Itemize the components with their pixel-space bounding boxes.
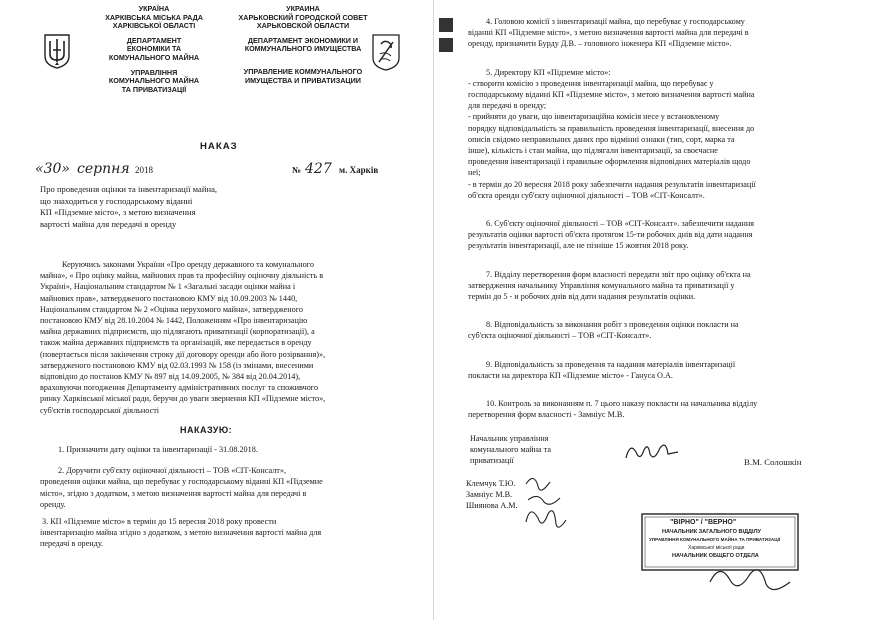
- order-item-line: проведення оцінки майна, що перебуває у господарському віданні КП «Підземне: [40, 477, 323, 487]
- header-line: ХАРКІВСЬКА МІСЬКА РАДА: [105, 12, 203, 22]
- stamp-line: НАЧАЛЬНИК ЗАГАЛЬНОГО ВІДДІЛУ: [662, 529, 761, 535]
- order-item-line: 9. Відповідальність за проведення та надання матеріалів інвентаризації: [486, 359, 736, 369]
- subject-line: вартості майна для передачі в оренду: [40, 218, 177, 229]
- order-item-line: 2. Доручити суб'єкту оціночної діяльності – ТОВ «СІТ-Консалт»,: [58, 466, 287, 476]
- stamp-line: УПРАВЛІННЯ КОМУНАЛЬНОГО МАЙНА ТА ПРИВАТИЗАЦІЇ: [649, 537, 781, 542]
- order-items-right: [468, 16, 757, 420]
- document-title: НАКАЗ: [200, 141, 238, 152]
- left-page: [0, 0, 434, 620]
- approval-name: Клемчук Т.Ю.: [466, 479, 516, 488]
- header-line: ХАРЬКОВСКОЙ ОБЛАСТИ: [256, 21, 350, 31]
- header-left-ua: [84, 5, 224, 94]
- order-item-line: термін до 5 - и робочих днів від дати надання результатів оцінки.: [468, 292, 696, 302]
- preamble-line: відповідно до постанов КМУ № 897 від 14.09.2005, № 384 від 20.04.2014),: [40, 372, 301, 382]
- order-item-line: 1. Призначити дату оцінки та інвентаризації - 31.08.2018.: [58, 445, 258, 454]
- order-item-line: віданні КП «Підземне місто», з метою визначення вартості майна для передачі в: [468, 28, 749, 38]
- order-heading: НАКАЗУЮ:: [180, 425, 233, 435]
- header-line: УКРАИНА: [286, 4, 320, 13]
- stamp-line: Харківської міської ради: [688, 545, 745, 551]
- signatory-position-line: приватизації: [470, 455, 514, 465]
- kharkiv-city-emblem-icon: [370, 32, 402, 72]
- preamble-line: Керуючись законами України «Про оренду державного та комунального: [62, 260, 314, 269]
- order-item-line: перетворення форм власності - Замніус М.В.: [468, 410, 625, 420]
- order-item-line: порядку відповідальність за правильність проведення інвентаризації, внесення до: [468, 123, 755, 133]
- order-item-line: 6. Суб'єкту оціночної діяльності – ТОВ «СІТ-Консалт». забезпечити надання: [486, 219, 755, 229]
- handwritten-signature-icon: [622, 440, 682, 471]
- header-line: ЕКОНОМІКИ ТА: [126, 44, 182, 54]
- header-line: УПРАВЛЕНИЕ КОММУНАЛЬНОГО: [243, 66, 363, 76]
- order-item-line: інше), кількість і стан майна, що підлягали інвентаризації, за своєчасне: [468, 146, 718, 156]
- preamble-line: майна державних підприємств, що підлягають приватизації (корпоратизації), а: [40, 327, 315, 337]
- order-item-line: суб'єкта оціночної діяльності – ТОВ «СІТ-Консалт».: [468, 331, 652, 341]
- order-item-line: неї;: [468, 168, 481, 178]
- header-line: ДЕПАРТАМЕНТ: [126, 35, 182, 45]
- order-item-line: 4. Головою комісії з інвентаризації майна, що перебуває у господарському: [486, 17, 745, 26]
- order-item-line: 10. Контроль за виконанням п. 7 цього наказу покласти на начальника відділу: [486, 399, 758, 409]
- approval-name: Шиянова А.М.: [466, 500, 518, 510]
- header-line: УКРАЇНА: [138, 4, 170, 13]
- order-item-line: інвентаризацію майна згідно з додатком, з метою визначення вартості майна для: [40, 528, 322, 538]
- signatory-position-line: комунального майна та: [470, 444, 551, 454]
- punch-mark-icon: [438, 16, 456, 56]
- trident-emblem-icon: [42, 32, 72, 70]
- order-item-line: 3. КП «Підземне місто» в термін до 15 вересня 2018 року провести: [42, 517, 277, 527]
- preamble-line: також майна державних підприємств та організацій, яке передається в оренду: [40, 338, 312, 348]
- order-item-line: результатів оцінки вартості об'єкта протягом 15-ти робочих днів від дати надання: [468, 230, 753, 240]
- signatory-name: В.М. Солошкін: [744, 457, 802, 467]
- order-item-line: для передачі в оренду;: [468, 101, 547, 111]
- order-item-line: об'єкта оренди суб'єкту оціночної діяльності – ТОВ «СІТ-Консалт».: [468, 190, 705, 200]
- order-number: 427: [305, 161, 332, 177]
- stamp-line: НАЧАЛЬНИК ОБЩЕГО ОТДЕЛА: [672, 553, 759, 559]
- preamble-line: суб'єктів господарської діяльності: [40, 405, 160, 415]
- preamble-line: майна», « Про оцінку майна, майнових прав та професійну оціночну діяльність в: [40, 271, 324, 281]
- order-items-left: [40, 444, 323, 550]
- header-line: ТА ПРИВАТИЗАЦІЇ: [121, 84, 187, 94]
- order-item-line: покласти на директора КП «Підземне місто» - Гануса О.А.: [468, 370, 673, 380]
- order-item-line: результатів інвентаризації, але не пізніше 15 жовтня 2018 року.: [468, 241, 689, 251]
- order-subject: [40, 184, 217, 230]
- date-day: «30»: [35, 161, 70, 177]
- stamp-line: "ВІРНО" / "ВЕРНО": [670, 519, 737, 526]
- header-line: ХАРКІВСЬКОЇ ОБЛАСТІ: [112, 21, 196, 31]
- date-year: 2018: [135, 165, 153, 175]
- order-item-line: передачі в оренду.: [40, 539, 104, 549]
- order-item-line: проведення інвентаризації і правильне оформлення відповідних матеріалів щодо: [468, 157, 751, 167]
- subject-line: КП «Підземне місто», з метою визначення: [40, 207, 196, 218]
- order-item-line: затвердження начальнику Управління комунального майна та приватизації у: [468, 280, 735, 290]
- city: м. Харків: [339, 165, 379, 175]
- header-line: УПРАВЛІННЯ: [130, 67, 178, 77]
- preamble: [40, 259, 325, 416]
- preamble-line: ринку Харківської міської ради, беручи до уваги звернення КП «Підземне місто»,: [40, 394, 326, 404]
- order-item-line: господарському віданні КП «Підземне місто», з метою визначення вартості майна: [468, 90, 755, 100]
- preamble-line: майнових прав», затвердженого постановою КМУ від 10.09.2003 № 1440,: [40, 293, 298, 303]
- preamble-line: затвердженого постановою КМУ від 02.03.1993 № 158 (із змінами, внесеними: [40, 360, 314, 370]
- date-month: серпня: [77, 161, 130, 177]
- subject-line: що знаходиться у господарському віданні: [40, 195, 193, 206]
- header-line: КОМУНАЛЬНОГО МАЙНА: [108, 52, 200, 62]
- order-item-line: описів свідомо неправильних даних про відмінні ознаки (тип, сорт, марка та: [468, 134, 735, 144]
- header-right-ru: [228, 5, 378, 85]
- order-item-line: - прийняти до уваги, що інвентаризаційна комісія несе у встановленому: [468, 112, 720, 122]
- order-item-line: 5. Директору КП «Підземне місто»:: [486, 67, 611, 77]
- approvals-list: [466, 479, 518, 511]
- order-number-prefix: №: [292, 165, 302, 175]
- order-item-line: 8. Відповідальність за виконання робіт з проведення оцінки покласти на: [486, 320, 739, 330]
- order-item-line: оренду, призначити Бурду Д.В. – головного інженера КП «Підземне місто».: [468, 39, 732, 49]
- header-line: ДЕПАРТАМЕНТ ЭКОНОМИКИ И: [247, 35, 359, 45]
- preamble-line: Національним стандартом № 2 «Оцінка нерухомого майна», затвердженого: [40, 304, 303, 314]
- approval-initials-icon: [520, 474, 580, 541]
- order-item-line: - створити комісію з проведення інвентаризації майна, що перебуває у: [468, 78, 714, 88]
- order-item-line: оренду.: [40, 499, 66, 509]
- preamble-line: (повертається після закінчення строку дії договору оренди або його розірвання)»,: [40, 349, 326, 359]
- header-line: ХАРЬКОВСКИЙ ГОРОДСКОЙ СОВЕТ: [238, 12, 368, 22]
- order-item-line: - в термін до 20 вересня 2018 року забезпечити надання результатів інвентаризації: [468, 179, 756, 189]
- preamble-line: враховуючи погодження Департаменту адміністративних послуг та споживчого: [40, 383, 319, 393]
- order-item-line: 7. Відділу перетворення форм власності передати звіт про оцінку об'єкта на: [486, 269, 751, 279]
- header-line: КОМУНАЛЬНОГО МАЙНА: [108, 76, 200, 86]
- preamble-line: постановою КМУ від 28.10.2004 № 1442, Положенням «Про інвентаризацію: [40, 316, 308, 326]
- approval-name: Замніус М.В.: [466, 489, 513, 499]
- date-number-row: [35, 161, 435, 181]
- header-line: КОММУНАЛЬНОГО ИМУЩЕСТВА: [244, 44, 362, 54]
- order-item-line: місто», згідно з додатком, з метою визначення вартості майна для передачі в: [40, 488, 307, 498]
- header-line: ИМУЩЕСТВА И ПРИВАТИЗАЦИИ: [245, 75, 361, 85]
- signatory-position-line: Начальник управління: [470, 434, 549, 443]
- signatory-position: [470, 434, 551, 466]
- subject-line: Про проведення оцінки та інвентаризації майна,: [40, 184, 218, 194]
- preamble-line: Україні», Національним стандартом № 1 «Загальні засади оцінки майна і: [40, 282, 296, 292]
- certification-stamp: [640, 512, 800, 600]
